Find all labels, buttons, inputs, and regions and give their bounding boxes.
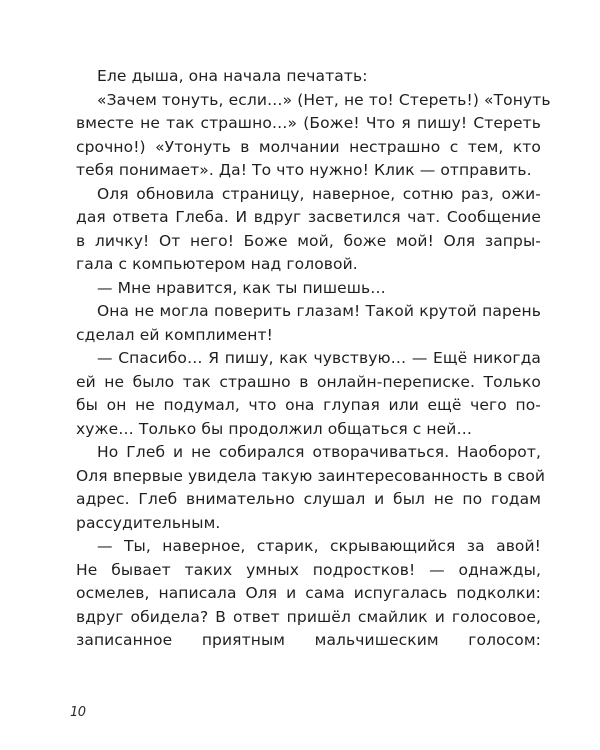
text-line: вдруг обидела? В ответ пришёл смайлик и голосовое, [76,607,541,626]
text-line: тебя понимает». Да! То что нужно! Клик — отправить. [76,161,532,179]
body-text [76,65,551,653]
text-line: хуже… Только бы продолжил общаться с ней… [76,419,473,438]
text-line: адрес. Глеб внимательно слушал и был не по годам [76,490,541,508]
text-line: вместе не так страшно…» (Боже! Что я пишу! Стереть [76,114,541,132]
text-line: срочно!) «Утонуть в молчании нестрашно с тем, кто [76,137,541,156]
text-line: сделал ей комплимент! [76,325,273,344]
text-line: — Мне нравится, как ты пишешь… [97,278,386,297]
text-line: — Ты, наверное, старик, скрывающийся за авой! [97,537,541,555]
text-line: рассудительным. [76,513,221,532]
text-line: Но Глеб и не собирался отворачиваться. Наоборот, [97,443,541,461]
text-line: осмелев, написала Оля и сама испугалась подколки: [76,584,541,602]
text-line: дая ответа Глеба. И вдруг засветился чат. Сообщение [76,208,541,226]
page-number: 10 [70,705,86,720]
text-line: — Спасибо… Я пишу, как чувствую… — Ещё никогда [97,349,541,367]
text-line: гала с компьютером над головой. [76,255,358,273]
text-line: записанное приятным мальчишеским голосом: [76,631,541,649]
text-line: Еле дыша, она начала печатать: [97,67,368,85]
text-line: Оля обновила страницу, наверное, сотню раз, ожи- [97,184,541,203]
text-line: «Зачем тонуть, если…» (Нет, не то! Стереть!) «Тонуть [97,90,551,109]
text-line: в личку! От него! Боже мой, боже мой! Оля запры- [76,231,541,250]
text-line: Она не могла поверить глазам! Такой крутой парень [97,302,541,320]
text-line: Не бывает таких умных подростков! — однажды, [76,560,541,579]
text-line: Оля впервые увидела такую заинтересованность в свой [76,466,546,485]
text-line: ей не было так страшно в онлайн-переписке. Только [76,372,541,391]
text-line: бы он не подумал, что она глупая или ещё чего по- [76,396,541,414]
